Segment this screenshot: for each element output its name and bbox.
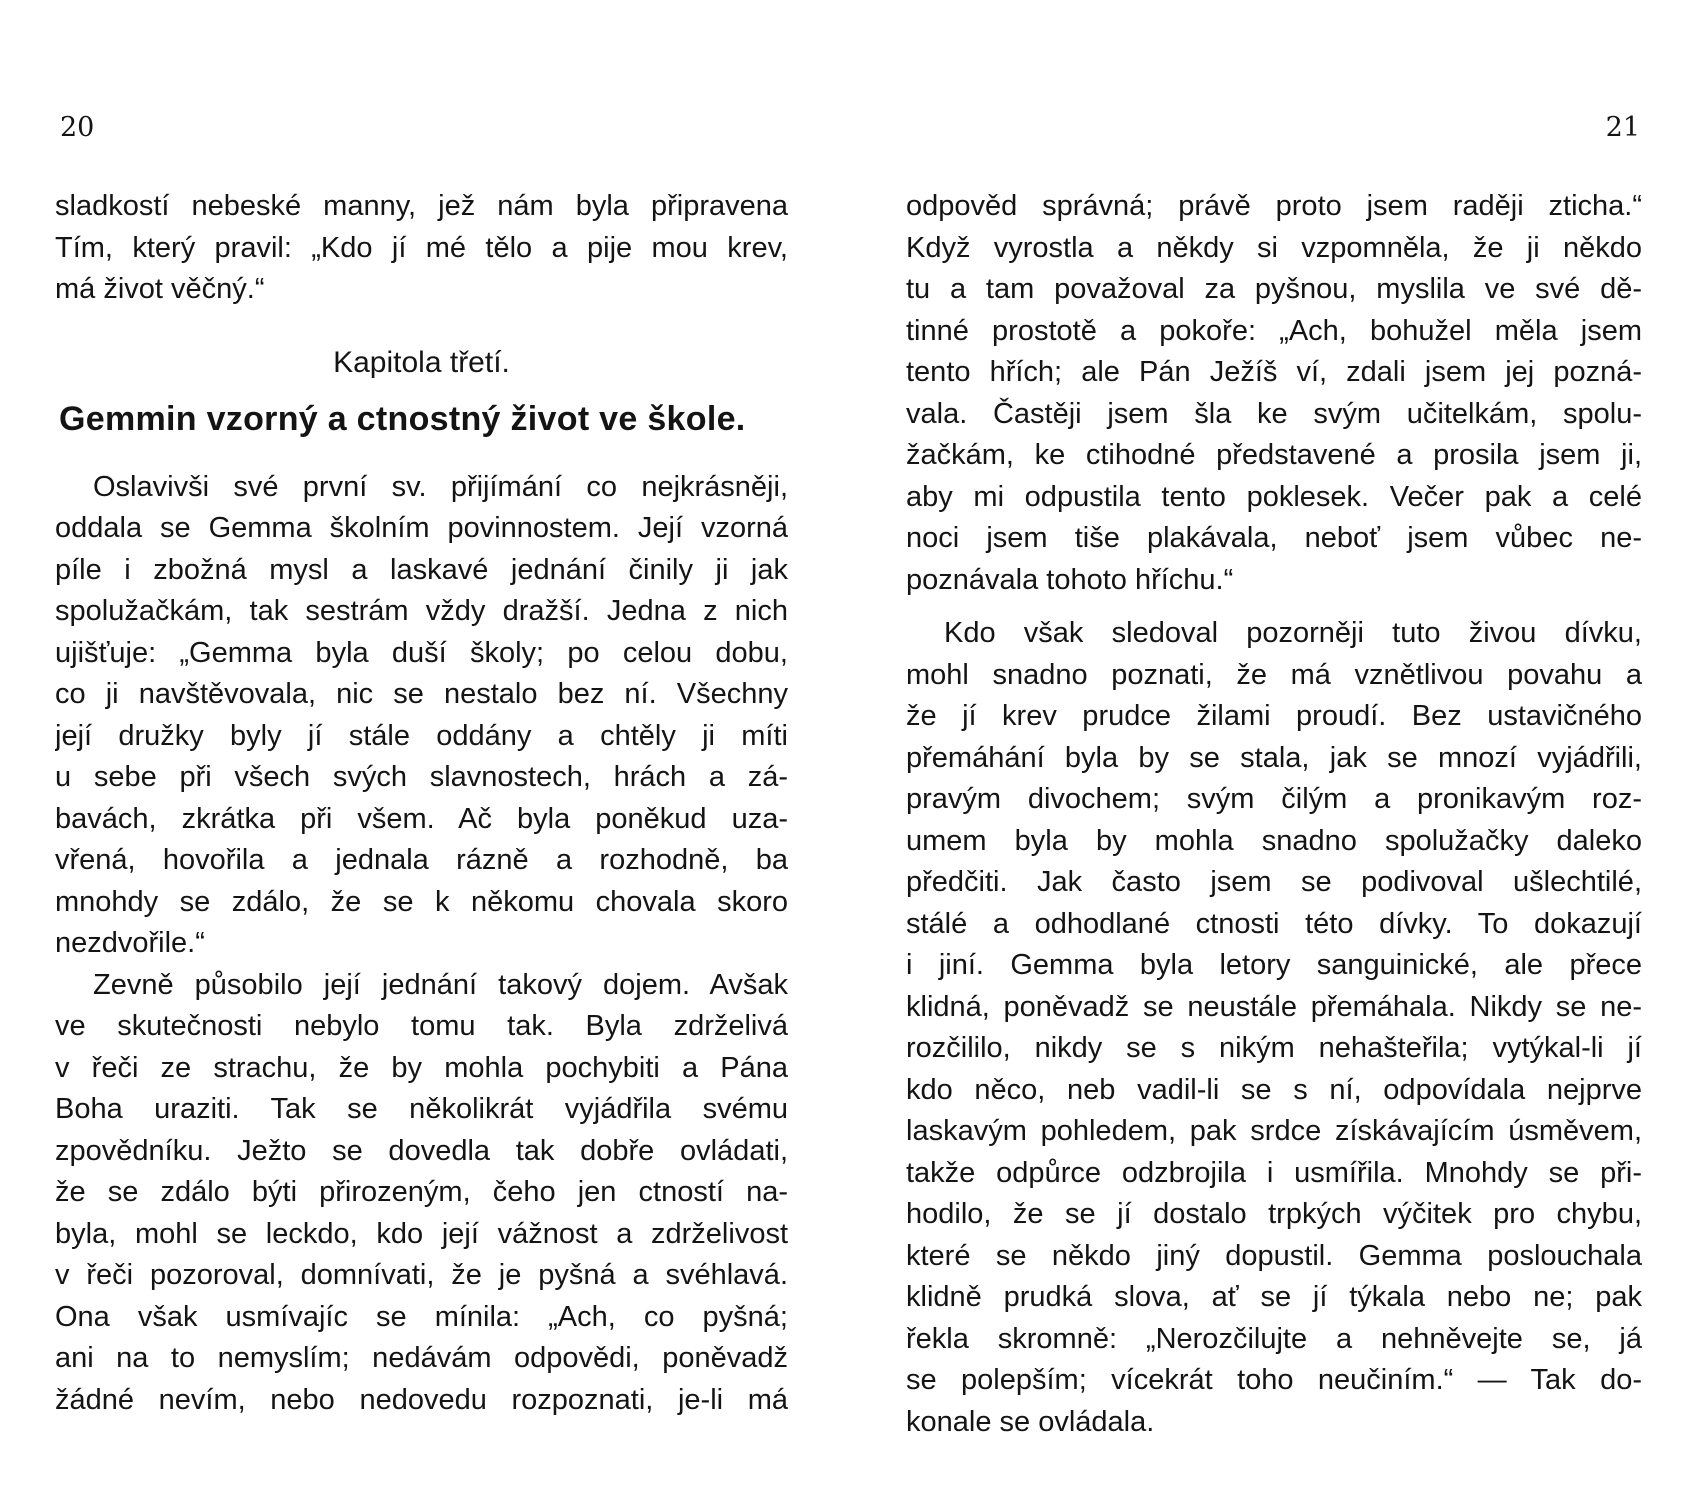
- text-line: poznávala tohoto hříchu.“: [906, 563, 1234, 596]
- text-line: ve skutečnosti nebylo tomu tak. Byla zdrželivá: [55, 1010, 788, 1042]
- text-line: u sebe při všech svých slavnostech, hrách a zá-: [55, 761, 788, 793]
- text-line: spolužačkám, tak sestrám vždy dražší. Jedna z nich: [55, 595, 788, 627]
- left-text-column: [55, 186, 788, 1421]
- text-line: oddala se Gemma školním povinnostem. Její vzorná: [55, 512, 788, 544]
- text-line: se polepším; vícekrát toho neučiním.“ — Tak do-: [906, 1364, 1642, 1396]
- text-line: žačkám, ke ctihodné představené a prosila jsem ji,: [906, 439, 1642, 471]
- text-line: pravým divochem; svým čilým a pronikavým roz-: [906, 783, 1642, 815]
- text-line: takže odpůrce odzbrojila i usmířila. Mnohdy se při-: [906, 1156, 1642, 1189]
- text-line: nezdvořile.“: [55, 927, 205, 959]
- text-line: zpovědníku. Ježto se dovedla tak dobře ovládati,: [55, 1134, 788, 1167]
- text-line: ani na to nemyslím; nedávám odpovědi, poněvadž: [55, 1342, 788, 1374]
- text-line: že se zdálo býti přirozeným, čeho jen ctností na-: [55, 1176, 788, 1208]
- text-line: aby mi odpustila tento poklesek. Večer pak a celé: [906, 480, 1642, 513]
- page-number-left: 20: [60, 112, 95, 143]
- text-line: mohl snadno poznati, že má vznětlivou povahu a: [906, 658, 1642, 691]
- text-line: byla, mohl se leckdo, kdo její vážnost a zdrželivost: [55, 1217, 788, 1250]
- text-line: předčiti. Jak často jsem se podivoval ušlechtilé,: [906, 866, 1642, 898]
- text-line: její družky byly jí stále oddány a chtěly ji míti: [55, 719, 788, 752]
- text-line: v řeči ze strachu, že by mohla pochybiti a Pána: [55, 1051, 788, 1084]
- text-line: noci jsem tiše plakávala, neboť jsem vůbec ne-: [906, 522, 1642, 554]
- text-line: které se někdo jiný dopustil. Gemma poslouchala: [906, 1239, 1642, 1272]
- text-line: píle i zbožná mysl a laskavé jednání činily ji jak: [55, 553, 788, 586]
- text-line: klidná, poněvadž se neustále přemáhala. Nikdy se ne-: [906, 990, 1642, 1023]
- text-line: tento hřích; ale Pán Ježíš ví, zdali jsem jej pozná-: [906, 356, 1642, 388]
- text-line: Oslavivši své první sv. přijímání co nejkrásněji,: [93, 470, 788, 503]
- text-line: žádné nevím, nebo nedovedu rozpoznati, je-li má: [55, 1383, 788, 1416]
- text-line: v řeči pozoroval, domnívati, že je pyšná a svéhlavá.: [55, 1259, 788, 1291]
- text-line: tu a tam považoval za pyšnou, myslila ve své dě-: [906, 273, 1642, 305]
- text-line: kdo něco, neb vadil-li se s ní, odpovídala nejprve: [906, 1073, 1642, 1106]
- text-line: Ona však usmívajíc se mínila: „Ach, co pyšná;: [55, 1300, 788, 1333]
- text-line: tinné prostotě a pokoře: „Ach, bohužel měla jsem: [906, 314, 1642, 347]
- text-line: konale se ovládala.: [906, 1405, 1155, 1438]
- page-number-right: 21: [1605, 112, 1640, 143]
- chapter-title: Gemmin vzorný a ctnostný život ve škole.: [59, 399, 746, 438]
- text-line: ujišťuje: „Gemma byla duší školy; po celou dobu,: [55, 636, 788, 669]
- text-line: Tím, který pravil: „Kdo jí mé tělo a pije mou krev,: [55, 231, 788, 264]
- text-line: Když vyrostla a někdy si vzpomněla, že ji někdo: [906, 231, 1642, 264]
- text-line: umem byla by mohla snadno spolužačky daleko: [906, 824, 1642, 857]
- text-line: Zevně působilo její jednání takový dojem. Avšak: [93, 968, 788, 1001]
- text-line: že jí krev prudce žilami proudí. Bez ustavičného: [906, 700, 1642, 732]
- text-line: bavách, zkrátka při všem. Ač byla poněkud uza-: [55, 802, 788, 835]
- text-line: má život věčný.“: [55, 273, 265, 305]
- text-line: Boha uraziti. Tak se několikrát vyjádřila svému: [55, 1093, 788, 1125]
- text-line: rozčililo, nikdy se s nikým nehašteřila; vytýkal-li jí: [906, 1032, 1642, 1064]
- text-line: vala. Častěji jsem šla ke svým učitelkám, spolu-: [906, 397, 1642, 430]
- text-line: laskavým pohledem, pak srdce získávajícím úsměvem,: [906, 1115, 1642, 1147]
- text-line: stálé a odhodlané ctnosti této dívky. To dokazují: [906, 907, 1642, 940]
- text-line: Kdo však sledoval pozorněji tuto živou dívku,: [944, 617, 1642, 649]
- text-line: klidně prudká slova, ať se jí týkala nebo ne; pak: [906, 1281, 1642, 1313]
- text-line: vřená, hovořila a jednala rázně a rozhodně, ba: [55, 844, 788, 876]
- text-line: sladkostí nebeské manny, jež nám byla připravena: [55, 190, 788, 222]
- text-line: přemáhání byla by se stala, jak se mnozí vyjádřili,: [906, 741, 1642, 774]
- text-line: hodilo, že se jí dostalo trpkých výčitek pro chybu,: [906, 1198, 1642, 1230]
- right-page: [846, 0, 1692, 1500]
- text-line: i jiní. Gemma byla letory sanguinické, ale přece: [906, 949, 1642, 981]
- text-line: řekla skromně: „Nerozčilujte a nehněvejte se, já: [906, 1322, 1642, 1355]
- text-line: mnohdy se zdálo, že se k někomu chovala skoro: [55, 885, 788, 918]
- text-line: odpověd správná; právě proto jsem raději zticha.“: [906, 190, 1642, 222]
- text-line: co ji navštěvovala, nic se nestalo bez ní. Všechny: [55, 678, 788, 710]
- chapter-label: Kapitola třetí.: [333, 345, 510, 379]
- right-text-column: [906, 186, 1642, 1443]
